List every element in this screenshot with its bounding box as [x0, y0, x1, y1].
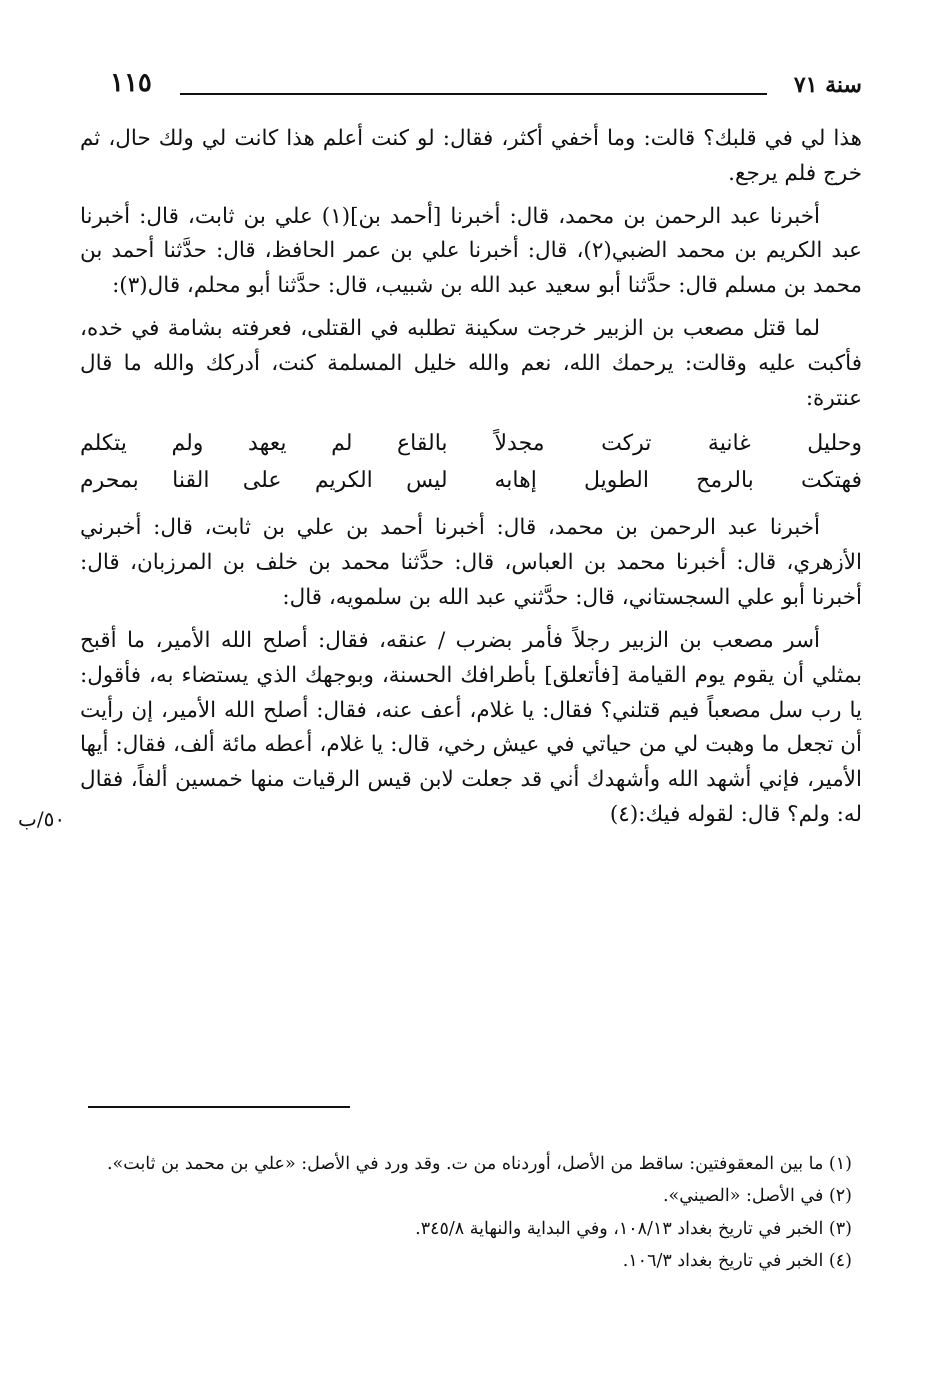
page-header: [110, 68, 862, 112]
footnote: (٣) الخبر في تاريخ بغداد ١٠٨/١٣، وفي البداية والنهاية ٣٤٥/٨.: [415, 1218, 852, 1239]
header-rule: [180, 93, 767, 95]
page-number: ١١٥: [110, 68, 152, 98]
footnotes: [92, 1148, 852, 1278]
running-head-year: سنة ٧١: [793, 72, 862, 98]
verse-first-hemistich: فهتكت بالرمح الطويل إهابه: [494, 468, 862, 494]
paragraph-isnad: أخبرنا عبد الرحمن بن محمد، قال: أخبرنا [أحمد بن](١) علي بن ثابت، قال: أخبرنا عبد الكريم بن محمد الضبي(٢)، قال: أخبرنا علي بن عمر الحافظ، قال: حدَّثنا أحمد بن محمد بن مسلم قال: حدَّثنا أبو سعيد عبد الله بن شبيب، قال: حدَّثنا أبو محلم، قال(٣):: [80, 203, 862, 299]
poem-verse: [80, 462, 862, 499]
verse-second-hemistich: بالقاع لم يعهد ولم يتكلم: [80, 430, 448, 456]
paragraph-isnad: أخبرنا عبد الرحمن بن محمد، قال: أخبرنا أحمد بن علي بن ثابت، قال: أخبرني الأزهري، قال: أخبرنا محمد بن العباس، قال: حدَّثنا محمد بن خلف بن المرزبان، قال: أخبرنا أبو علي السجستاني، قال: حدَّثني عبد الله بن سلمويه، قال:: [80, 515, 862, 611]
verse-first-hemistich: وحليل غانية تركت مجدلاً: [494, 430, 862, 456]
paragraph: لما قتل مصعب بن الزبير خرجت سكينة تطلبه في القتلى، فعرفته بشامة في خده، فأكبت عليه وقالت: يرحمك الله، نعم والله خليل المسلمة كنت، أدركك والله ما قال عنترة:: [80, 316, 862, 411]
poem: [80, 425, 862, 500]
main-text: [80, 122, 862, 841]
paragraph: هذا لي في قلبك؟ قالت: وما أخفي أكثر، فقال: لو كنت أعلم هذا كانت لي ولك حال، ثم خرج فلم يرجع.: [80, 126, 862, 186]
footnote-rule: [88, 1106, 350, 1108]
verse-second-hemistich: ليس الكريم على القنا بمحرم: [80, 468, 448, 494]
footnote: (٤) الخبر في تاريخ بغداد ١٠٦/٣.: [622, 1251, 852, 1272]
margin-folio-note: ٥٠/ب: [18, 807, 66, 831]
poem-verse: [80, 425, 862, 462]
paragraph: أسر مصعب بن الزبير رجلاً فأمر بضرب / عنقه، فقال: أصلح الله الأمير، ما أقبح بمثلي أن يقوم يوم القيامة [فأتعلق] بأطرافك الحسنة، وبوجهك الذي يستضاء به، فأقول: يا رب سل مصعباً فيم قتلني؟ فقال: يا غلام، أعف عنه، فقال: أصلح الله الأمير، إن رأيت أن تجعل ما وهبت لي من حياتي في عيش رخي، قال: يا غلام، أعطه مائة ألف، فقال: أيها الأمير، فإني أشهد الله وأشهدك أني قد جعلت لابن قيس الرقيات منها خمسين ألفاً، فقال له: ولم؟ قال: لقوله فيك:(٤): [80, 627, 862, 828]
footnote: (١) ما بين المعقوفتين: ساقط من الأصل، أوردناه من ت. وقد ورد في الأصل: «علي بن محمد بن ثابت».: [106, 1154, 852, 1174]
footnote: (٢) في الأصل: «الصيني».: [662, 1186, 852, 1207]
